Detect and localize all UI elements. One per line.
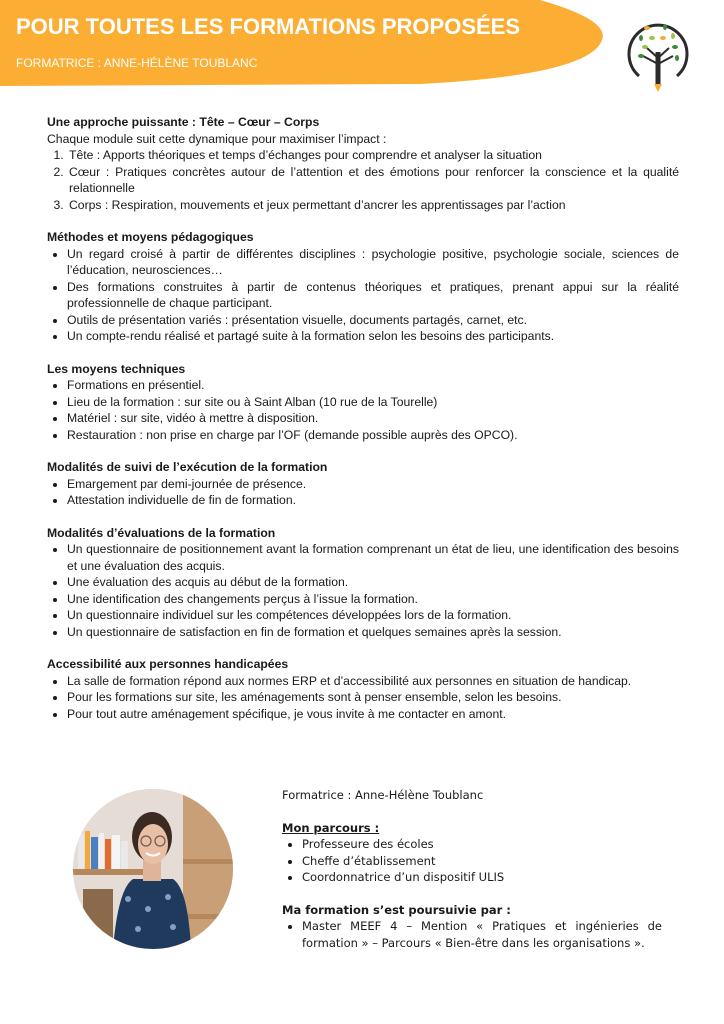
list-item: • Un questionnaire de positionnement avant la formation comprenant un état de lieu, une identification des besoins et une évaluation des acquis. — [67, 541, 679, 574]
section-methodes — [47, 229, 679, 345]
section-title: Modalités d’évaluations de la formation — [47, 525, 276, 540]
list-item: 1. Tête : Apports théoriques et temps d’échanges pour comprendre et analyser la situation — [67, 147, 679, 164]
list-item: 3. Corps : Respiration, mouvements et jeux permettant d’ancrer les apprentissages par l’action — [67, 197, 679, 214]
list-item: • Des formations construites à partir de contenus théoriques et pratiques, prenant appui sur la réalité professionnelle de chaque participant. — [67, 279, 679, 312]
formation-title: Ma formation s’est poursuivie par : — [282, 902, 511, 917]
list-item: • Un regard croisé à partir de différentes disciplines : psychologie positive, psychologie sociale, sciences de l’éducation, neurosciences… — [67, 246, 679, 279]
list-item: • Un questionnaire individuel sur les compétences développées lors de la formation. — [67, 607, 679, 624]
section-title: Méthodes et moyens pédagogiques — [47, 230, 254, 244]
list-item: • Pour les formations sur site, les aménagements sont à penser ensemble, selon les besoins. — [67, 689, 679, 706]
list-item: • Coordonnatrice d’un dispositif ULIS — [302, 869, 662, 886]
list-item: • Attestation individuelle de fin de formation. — [67, 492, 679, 509]
trainer-portrait-photo — [73, 789, 233, 949]
main-content — [47, 114, 679, 738]
trainer-name: Formatrice : Anne-Hélène Toublanc — [282, 788, 484, 802]
header-banner — [0, 0, 724, 90]
accessibilite-list — [47, 673, 679, 723]
suivi-list — [47, 476, 679, 509]
section-suivi — [47, 459, 679, 509]
list-item: • Lieu de la formation : sur site ou à Saint Alban (10 rue de la Tourelle) — [67, 394, 679, 411]
evaluations-list — [47, 541, 679, 640]
section-accessibilite — [47, 656, 679, 722]
list-item: • Un questionnaire de satisfaction en fin de formation et quelques semaines après la session. — [67, 624, 679, 641]
list-item: • Une identification des changements perçus à l’issue la formation. — [67, 591, 679, 608]
section-title: Les moyens techniques — [47, 361, 186, 376]
section-title: Modalités de suivi de l’exécution de la formation — [47, 460, 328, 474]
page-title: POUR TOUTES LES FORMATIONS PROPOSÉES — [16, 14, 521, 39]
approche-list — [47, 147, 679, 213]
trainer-bio — [282, 787, 662, 951]
list-item: • Restauration : non prise en charge par l’OF (demande possible auprès des OPCO). — [67, 427, 679, 444]
list-item: • Professeure des écoles — [302, 836, 662, 853]
list-item: 2. Cœur : Pratiques concrètes autour de l’attention et des émotions pour renforcer la conscience et la qualité relationnelle — [67, 164, 679, 197]
list-item: • Master MEEF 4 – Mention « Pratiques et ingénieries de formation » – Parcours « Bien-être dans les organisations ». — [302, 918, 662, 951]
list-item: • Emargement par demi-journée de présence. — [67, 476, 679, 493]
list-item: • La salle de formation répond aux normes ERP et d’accessibilité aux personnes en situation de handicap. — [67, 673, 679, 690]
tree-pencil-logo-icon — [625, 14, 691, 96]
section-approche — [47, 114, 679, 213]
parcours-list — [282, 836, 662, 886]
list-item: • Une évaluation des acquis au début de la formation. — [67, 574, 679, 591]
formation-list — [282, 918, 662, 951]
list-item: • Pour tout autre aménagement spécifique, je vous invite à me contacter en amont. — [67, 706, 679, 723]
trainer-subtitle: FORMATRICE : ANNE-HÉLÈNE TOUBLANC — [16, 56, 258, 70]
section-techniques — [47, 361, 679, 444]
section-title: Accessibilité aux personnes handicapées — [47, 657, 289, 671]
section-intro: Chaque module suit cette dynamique pour maximiser l’impact : — [47, 131, 387, 146]
section-title: Une approche puissante : Tête – Cœur – Corps — [47, 115, 320, 129]
methodes-list — [47, 246, 679, 345]
techniques-list — [47, 377, 679, 443]
list-item: • Formations en présentiel. — [67, 377, 679, 394]
list-item: • Outils de présentation variés : présentation visuelle, documents partagés, carnet, etc. — [67, 312, 679, 329]
list-item: • Cheffe d’établissement — [302, 853, 662, 870]
parcours-title: Mon parcours : — [282, 820, 380, 835]
list-item: • Matériel : sur site, vidéo à mettre à disposition. — [67, 410, 679, 427]
list-item: • Un compte-rendu réalisé et partagé suite à la formation selon les besoins des participants. — [67, 328, 679, 345]
section-evaluations — [47, 525, 679, 641]
